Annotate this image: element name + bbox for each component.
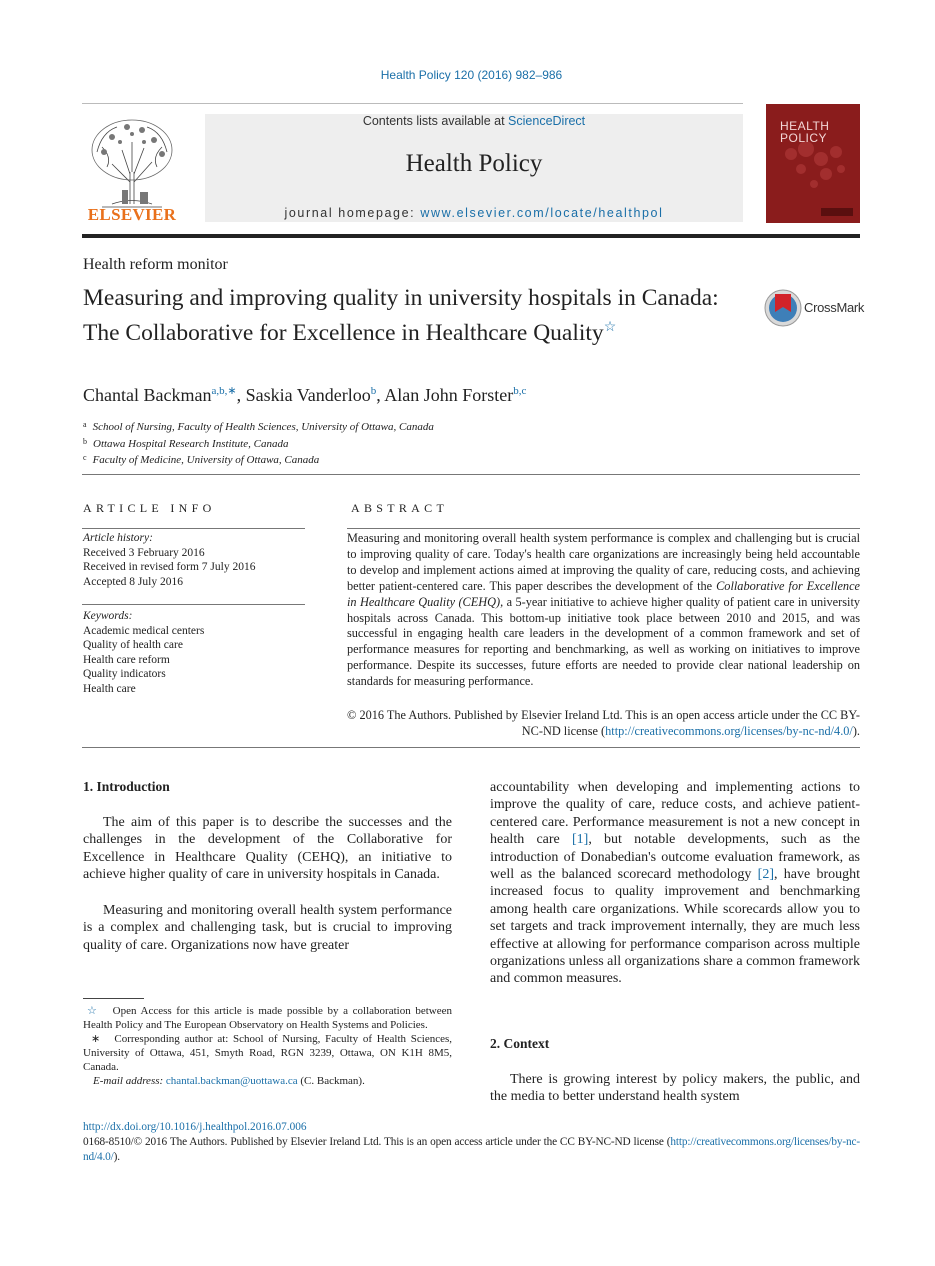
journal-title: Health Policy	[405, 150, 543, 177]
history-item: Received in revised form 7 July 2016	[83, 561, 256, 573]
header-divider	[82, 474, 860, 475]
affil-text: Ottawa Hospital Research Institute, Canada	[93, 437, 289, 450]
history-item: Received 3 February 2016	[83, 546, 205, 559]
elsevier-wordmark: ELSEVIER	[87, 205, 177, 224]
abstract-license-link[interactable]: http://creativecommons.org/licenses/by-nc-nd/4.0/	[605, 723, 853, 738]
keywords-rule	[82, 604, 305, 605]
email-label: E-mail address:	[93, 1075, 164, 1087]
crossmark-label[interactable]: CrossMark	[804, 300, 865, 315]
keyword-item: Quality indicators	[83, 668, 166, 680]
author-list: Chantal Backman$^{a,b,∗}$, Saskia Vanderloo$^b$, Alan John Forster$^{b,c}$	[83, 385, 527, 405]
intro-paragraph-1: The aim of this paper is to describe the successes and the challenges in the development of the Collaborative for Excellence in Healthcare Quality (CEHQ), an initiative to achieve higher quality of care in university hospitals in Canada.	[83, 815, 452, 883]
footnote-star-text: Open Access for this article is made possible by a collaboration between Health Policy and The European Observatory on Health Systems and Policies.	[83, 1005, 452, 1031]
footnote-star-mark: ☆	[87, 1005, 99, 1017]
article-title	[83, 284, 733, 348]
reference-link-2[interactable]: [2]	[757, 867, 774, 883]
abstract-bottom-divider	[82, 747, 860, 748]
affiliation-item	[83, 418, 434, 435]
reference-link-1[interactable]: [1]	[571, 832, 589, 848]
corresponding-footnote	[83, 1032, 452, 1074]
footnote-corr-text: Corresponding author at: School of Nursing, Faculty of Health Sciences, University of Ottawa, 451, Smyth Road, RGN 3239, Ottawa, ON K1H 8M5, Canada.	[83, 1033, 452, 1073]
history-item: Accepted 8 July 2016	[83, 575, 183, 588]
masthead-rule	[82, 103, 743, 104]
section-label: Health reform monitor	[83, 256, 228, 273]
contents-line	[205, 114, 743, 128]
author-affil-mark[interactable]: b	[370, 385, 377, 397]
abstract-body	[347, 531, 860, 690]
author-name: Saskia Vanderloo	[245, 385, 371, 405]
email-footnote	[83, 1074, 452, 1088]
history-label: Article history:	[83, 532, 153, 544]
email-suffix: (C. Backman).	[300, 1075, 365, 1087]
author-name: Alan John Forster	[384, 385, 514, 405]
keyword-item: Academic medical centers	[83, 624, 205, 637]
sciencedirect-link[interactable]: ScienceDirect	[508, 114, 586, 128]
context-heading: 2. Context	[490, 1036, 550, 1051]
keyword-item: Quality of health care	[83, 639, 183, 651]
abstract-text: Measuring and monitoring overall health system performance is complex and challenging but is crucial to improving quality of care. Today's health care organizations are increasingly being held accountable to develop and implement actions aimed at improving the quality of care, reducing costs, and achieving better patient-centered care. This paper describes the development of the	[347, 531, 860, 593]
bottom-license-text: 0168-8510/© 2016 The Authors. Published by Elsevier Ireland Ltd. This is an open access article under the CC BY-NC-ND license (	[83, 1136, 671, 1148]
affiliations	[83, 418, 434, 468]
keywords	[83, 609, 305, 696]
article-title-text: Measuring and improving quality in university hospitals in Canada: The Collaborative for Excellence in Healthcare Quality	[83, 285, 719, 346]
email-link[interactable]: chantal.backman@uottawa.ca	[165, 1075, 298, 1087]
context-paragraph: There is growing interest by policy makers, the public, and the media to better understand health system	[490, 1072, 860, 1105]
homepage-prefix: journal homepage:	[284, 206, 416, 220]
affil-mark: a	[83, 420, 87, 429]
abstract-license	[347, 708, 860, 740]
paragraph-text: , have brought increased focus to quality improvement and benchmarking among health care organizations. While scorecards allow you to set targets and track improvement internally, they are much less effective at allowing for performance comparison across multiple organizations unless all organizations share a common framework and common measures.	[490, 867, 860, 987]
keyword-item: Health care	[83, 682, 136, 695]
affil-text: Faculty of Medicine, University of Ottawa, Canada	[92, 454, 320, 466]
abstract-text-rest: a 5-year initiative to achieve higher quality of patient care in university hospitals across Canada. This bottom-up initiative took place between 2010 and 2015, and was successful in engaging health care leaders in the development of a common framework and set of performance measures for reporting and benchmarking, as well as working on initiatives to improve performance. Despite its successes, future efforts are needed to provide clear national leadership on standards for measuring performance.	[347, 594, 861, 689]
affil-mark: b	[83, 436, 87, 446]
bottom-license-link[interactable]: http://creativecommons.org/licenses/by-nc-nd/4.0/	[83, 1136, 860, 1163]
right-col-paragraph	[490, 779, 860, 988]
keywords-label: Keywords:	[83, 610, 133, 622]
title-footnote-mark[interactable]: ☆	[603, 320, 617, 335]
author-affil-mark[interactable]: b,c	[513, 385, 527, 397]
journal-citation[interactable]: Health Policy 120 (2016) 982–986	[380, 68, 563, 82]
affiliation-item	[83, 451, 434, 468]
paragraph-text: , but notable developments, such as the introduction of Donabedian's outcome evaluation framework, as well as the balanced scorecard methodology	[490, 832, 860, 883]
article-history	[83, 531, 305, 589]
doi-link[interactable]: http://dx.doi.org/10.1016/j.healthpol.2016.07.006	[83, 1121, 307, 1133]
bottom-license	[83, 1135, 860, 1165]
affil-mark: c	[83, 453, 87, 462]
abstract-heading: ABSTRACT	[351, 501, 449, 515]
paragraph-text: accountability when developing and implementing actions to improve the quality of care, reduce costs, and achieve patient-centered care. Performance measurement is not a new concept in health care	[490, 780, 860, 848]
footnote-corr-mark: ∗	[91, 1033, 101, 1045]
open-access-footnote	[83, 1004, 452, 1032]
abstract-rule	[347, 528, 860, 529]
affil-text: School of Nursing, Faculty of Health Sciences, University of Ottawa, Canada	[92, 421, 434, 433]
intro-paragraph-2: Measuring and monitoring overall health system performance is a complex and challenging task, but is crucial to improving quality of care. Organizations now have greater	[83, 903, 452, 953]
article-info-rule	[82, 528, 305, 529]
introduction-heading: 1. Introduction	[83, 779, 170, 794]
author-affil-mark[interactable]: a,b,∗	[211, 385, 237, 397]
contents-prefix: Contents lists available at	[362, 114, 505, 128]
bottom-license-close: ).	[113, 1151, 120, 1163]
keyword-item: Health care reform	[83, 653, 170, 666]
abstract-license-text: © 2016 The Authors. Published by Elsevier Ireland Ltd. This is an open access article under the CC BY-NC-ND license (	[347, 708, 860, 738]
affiliation-item	[83, 435, 434, 452]
article-info-heading: ARTICLE INFO	[83, 501, 216, 515]
abstract-italic: Collaborative for Excellence in Healthcare Quality (CEHQ),	[347, 578, 860, 609]
cover-title: HEALTH POLICY	[780, 119, 830, 145]
author-name: Chantal Backman	[83, 385, 212, 405]
footnotes	[83, 1004, 452, 1088]
header-heavy-rule	[82, 234, 860, 238]
abstract-license-close: ).	[852, 723, 860, 738]
journal-homepage	[205, 206, 743, 220]
homepage-link[interactable]: www.elsevier.com/locate/healthpol	[420, 206, 664, 220]
footnote-rule	[83, 998, 144, 999]
